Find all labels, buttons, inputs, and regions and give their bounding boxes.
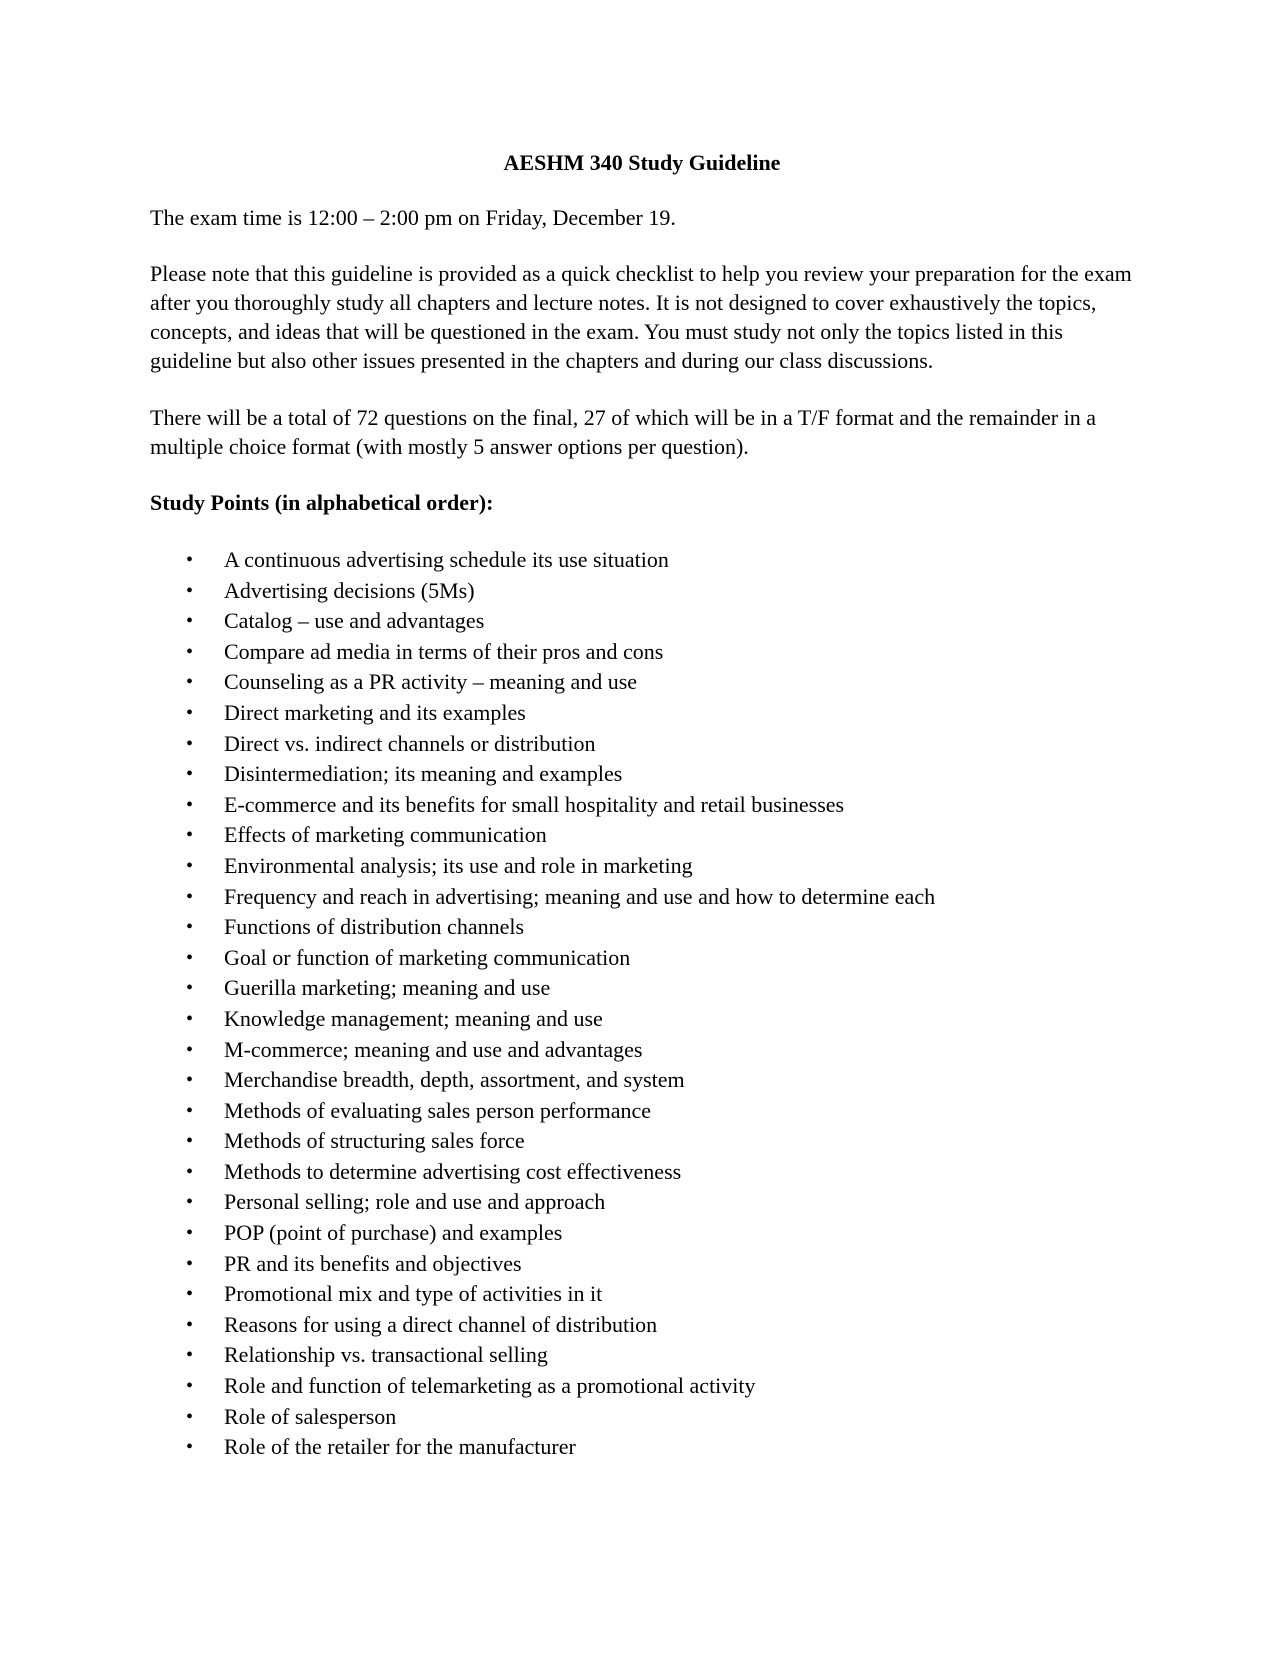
bullet-icon: • — [186, 1252, 194, 1275]
question-format-paragraph: There will be a total of 72 questions on the final, 27 of which will be in a T/F format and the remainder in a multiple choice format (with mostly 5 answer options per question). — [150, 405, 1096, 459]
study-point-item — [150, 667, 1140, 698]
bullet-icon: • — [186, 579, 194, 602]
study-point-text: POP (point of purchase) and examples — [224, 1220, 563, 1246]
bullet-icon: • — [186, 610, 194, 633]
study-point-text: Methods of evaluating sales person performance — [224, 1097, 652, 1123]
study-point-text: Relationship vs. transactional selling — [224, 1342, 548, 1368]
study-point-item — [150, 1004, 1140, 1035]
study-point-item — [150, 576, 1140, 607]
bullet-icon: • — [186, 1344, 194, 1367]
study-point-item — [150, 1065, 1140, 1096]
study-point-text: Direct vs. indirect channels or distribution — [224, 730, 596, 756]
study-point-item — [150, 851, 1140, 882]
study-point-item — [150, 1371, 1140, 1402]
study-point-text: Frequency and reach in advertising; meaning and use and how to determine each — [224, 883, 936, 909]
bullet-icon: • — [186, 763, 194, 786]
bullet-icon: • — [186, 671, 194, 694]
bullet-icon: • — [186, 1222, 194, 1245]
study-point-item — [150, 1340, 1140, 1371]
document-title: AESHM 340 Study Guideline — [503, 150, 781, 175]
study-point-item — [150, 1218, 1140, 1249]
study-point-item — [150, 1157, 1140, 1188]
exam-time-paragraph: The exam time is 12:00 – 2:00 pm on Friday, December 19. — [150, 205, 676, 230]
guideline-note-paragraph: Please note that this guideline is provided as a quick checklist to help you review your preparation for the exam after you thoroughly study all chapters and lecture notes. It is not designed to cover exhaustively the topics, concepts, and ideas that will be questioned in the exam. You must study not only the topics listed in this guideline but also other issues presented in the chapters and during our class discussions. — [150, 261, 1132, 373]
bullet-icon: • — [186, 640, 194, 663]
study-point-text: Disintermediation; its meaning and examples — [224, 761, 623, 787]
study-point-text: Knowledge management; meaning and use — [224, 1005, 603, 1031]
study-point-item — [150, 1310, 1140, 1341]
study-point-text: Advertising decisions (5Ms) — [224, 577, 475, 603]
bullet-icon: • — [186, 916, 194, 939]
study-points-list — [150, 545, 1140, 1463]
bullet-icon: • — [186, 1405, 194, 1428]
bullet-icon: • — [186, 824, 194, 847]
study-point-text: Direct marketing and its examples — [224, 699, 526, 725]
bullet-icon: • — [186, 1191, 194, 1214]
study-point-text: Merchandise breadth, depth, assortment, and system — [224, 1067, 685, 1093]
study-point-item — [150, 1187, 1140, 1218]
study-point-item — [150, 1402, 1140, 1433]
study-point-text: A continuous advertising schedule its use situation — [224, 547, 669, 572]
bullet-icon: • — [186, 885, 194, 908]
study-point-text: Guerilla marketing; meaning and use — [224, 975, 551, 1001]
study-point-item — [150, 790, 1140, 821]
study-point-text: Compare ad media in terms of their pros and cons — [224, 638, 664, 664]
study-point-item — [150, 698, 1140, 729]
bullet-icon: • — [186, 1099, 194, 1122]
study-point-item — [150, 606, 1140, 637]
study-point-text: Goal or function of marketing communication — [224, 944, 631, 970]
bullet-icon: • — [186, 1130, 194, 1153]
study-point-item — [150, 912, 1140, 943]
study-point-item — [150, 637, 1140, 668]
study-point-item — [150, 759, 1140, 790]
study-points-heading: Study Points (in alphabetical order): — [150, 490, 494, 515]
study-point-item — [150, 1249, 1140, 1280]
bullet-icon: • — [186, 977, 194, 1000]
study-point-item — [150, 820, 1140, 851]
study-point-text: Effects of marketing communication — [224, 822, 547, 848]
bullet-icon: • — [186, 732, 194, 755]
study-point-text: M-commerce; meaning and use and advantages — [224, 1036, 643, 1062]
study-point-item — [150, 1279, 1140, 1310]
bullet-icon: • — [186, 946, 194, 969]
study-point-text: Functions of distribution channels — [224, 914, 525, 940]
study-point-text: Role of salesperson — [224, 1403, 397, 1429]
study-point-item — [150, 973, 1140, 1004]
bullet-icon: • — [186, 854, 194, 877]
study-point-text: Catalog – use and advantages — [224, 608, 485, 634]
study-point-item — [150, 1432, 1140, 1463]
bullet-icon: • — [186, 1160, 194, 1183]
study-point-text: E-commerce and its benefits for small hospitality and retail businesses — [224, 791, 845, 817]
study-point-item — [150, 1126, 1140, 1157]
study-point-item — [150, 943, 1140, 974]
study-point-text: Reasons for using a direct channel of distribution — [224, 1311, 658, 1337]
study-point-item — [150, 729, 1140, 760]
bullet-icon: • — [186, 701, 194, 724]
document-content — [150, 148, 1140, 1463]
study-point-text: Personal selling; role and use and approach — [224, 1189, 606, 1215]
study-point-text: Role of the retailer for the manufacturer — [224, 1434, 576, 1460]
study-point-item — [150, 1035, 1140, 1066]
bullet-icon: • — [186, 793, 194, 816]
bullet-icon: • — [186, 1436, 194, 1459]
study-point-text: Environmental analysis; its use and role in marketing — [224, 852, 693, 878]
study-point-item — [150, 1096, 1140, 1127]
study-point-item — [150, 545, 1140, 576]
bullet-icon: • — [186, 1283, 194, 1306]
bullet-icon: • — [186, 1038, 194, 1061]
bullet-icon: • — [186, 1375, 194, 1398]
bullet-icon: • — [186, 1007, 194, 1030]
study-point-text: Role and function of telemarketing as a promotional activity — [224, 1373, 756, 1399]
bullet-icon: • — [186, 1069, 194, 1092]
study-point-item — [150, 882, 1140, 913]
study-point-text: Methods to determine advertising cost effectiveness — [224, 1158, 682, 1184]
study-point-text: PR and its benefits and objectives — [224, 1250, 522, 1276]
study-point-text: Promotional mix and type of activities in it — [224, 1281, 603, 1307]
study-point-text: Counseling as a PR activity – meaning and use — [224, 669, 638, 695]
bullet-icon: • — [186, 549, 194, 571]
study-point-text: Methods of structuring sales force — [224, 1128, 525, 1154]
bullet-icon: • — [186, 1313, 194, 1336]
